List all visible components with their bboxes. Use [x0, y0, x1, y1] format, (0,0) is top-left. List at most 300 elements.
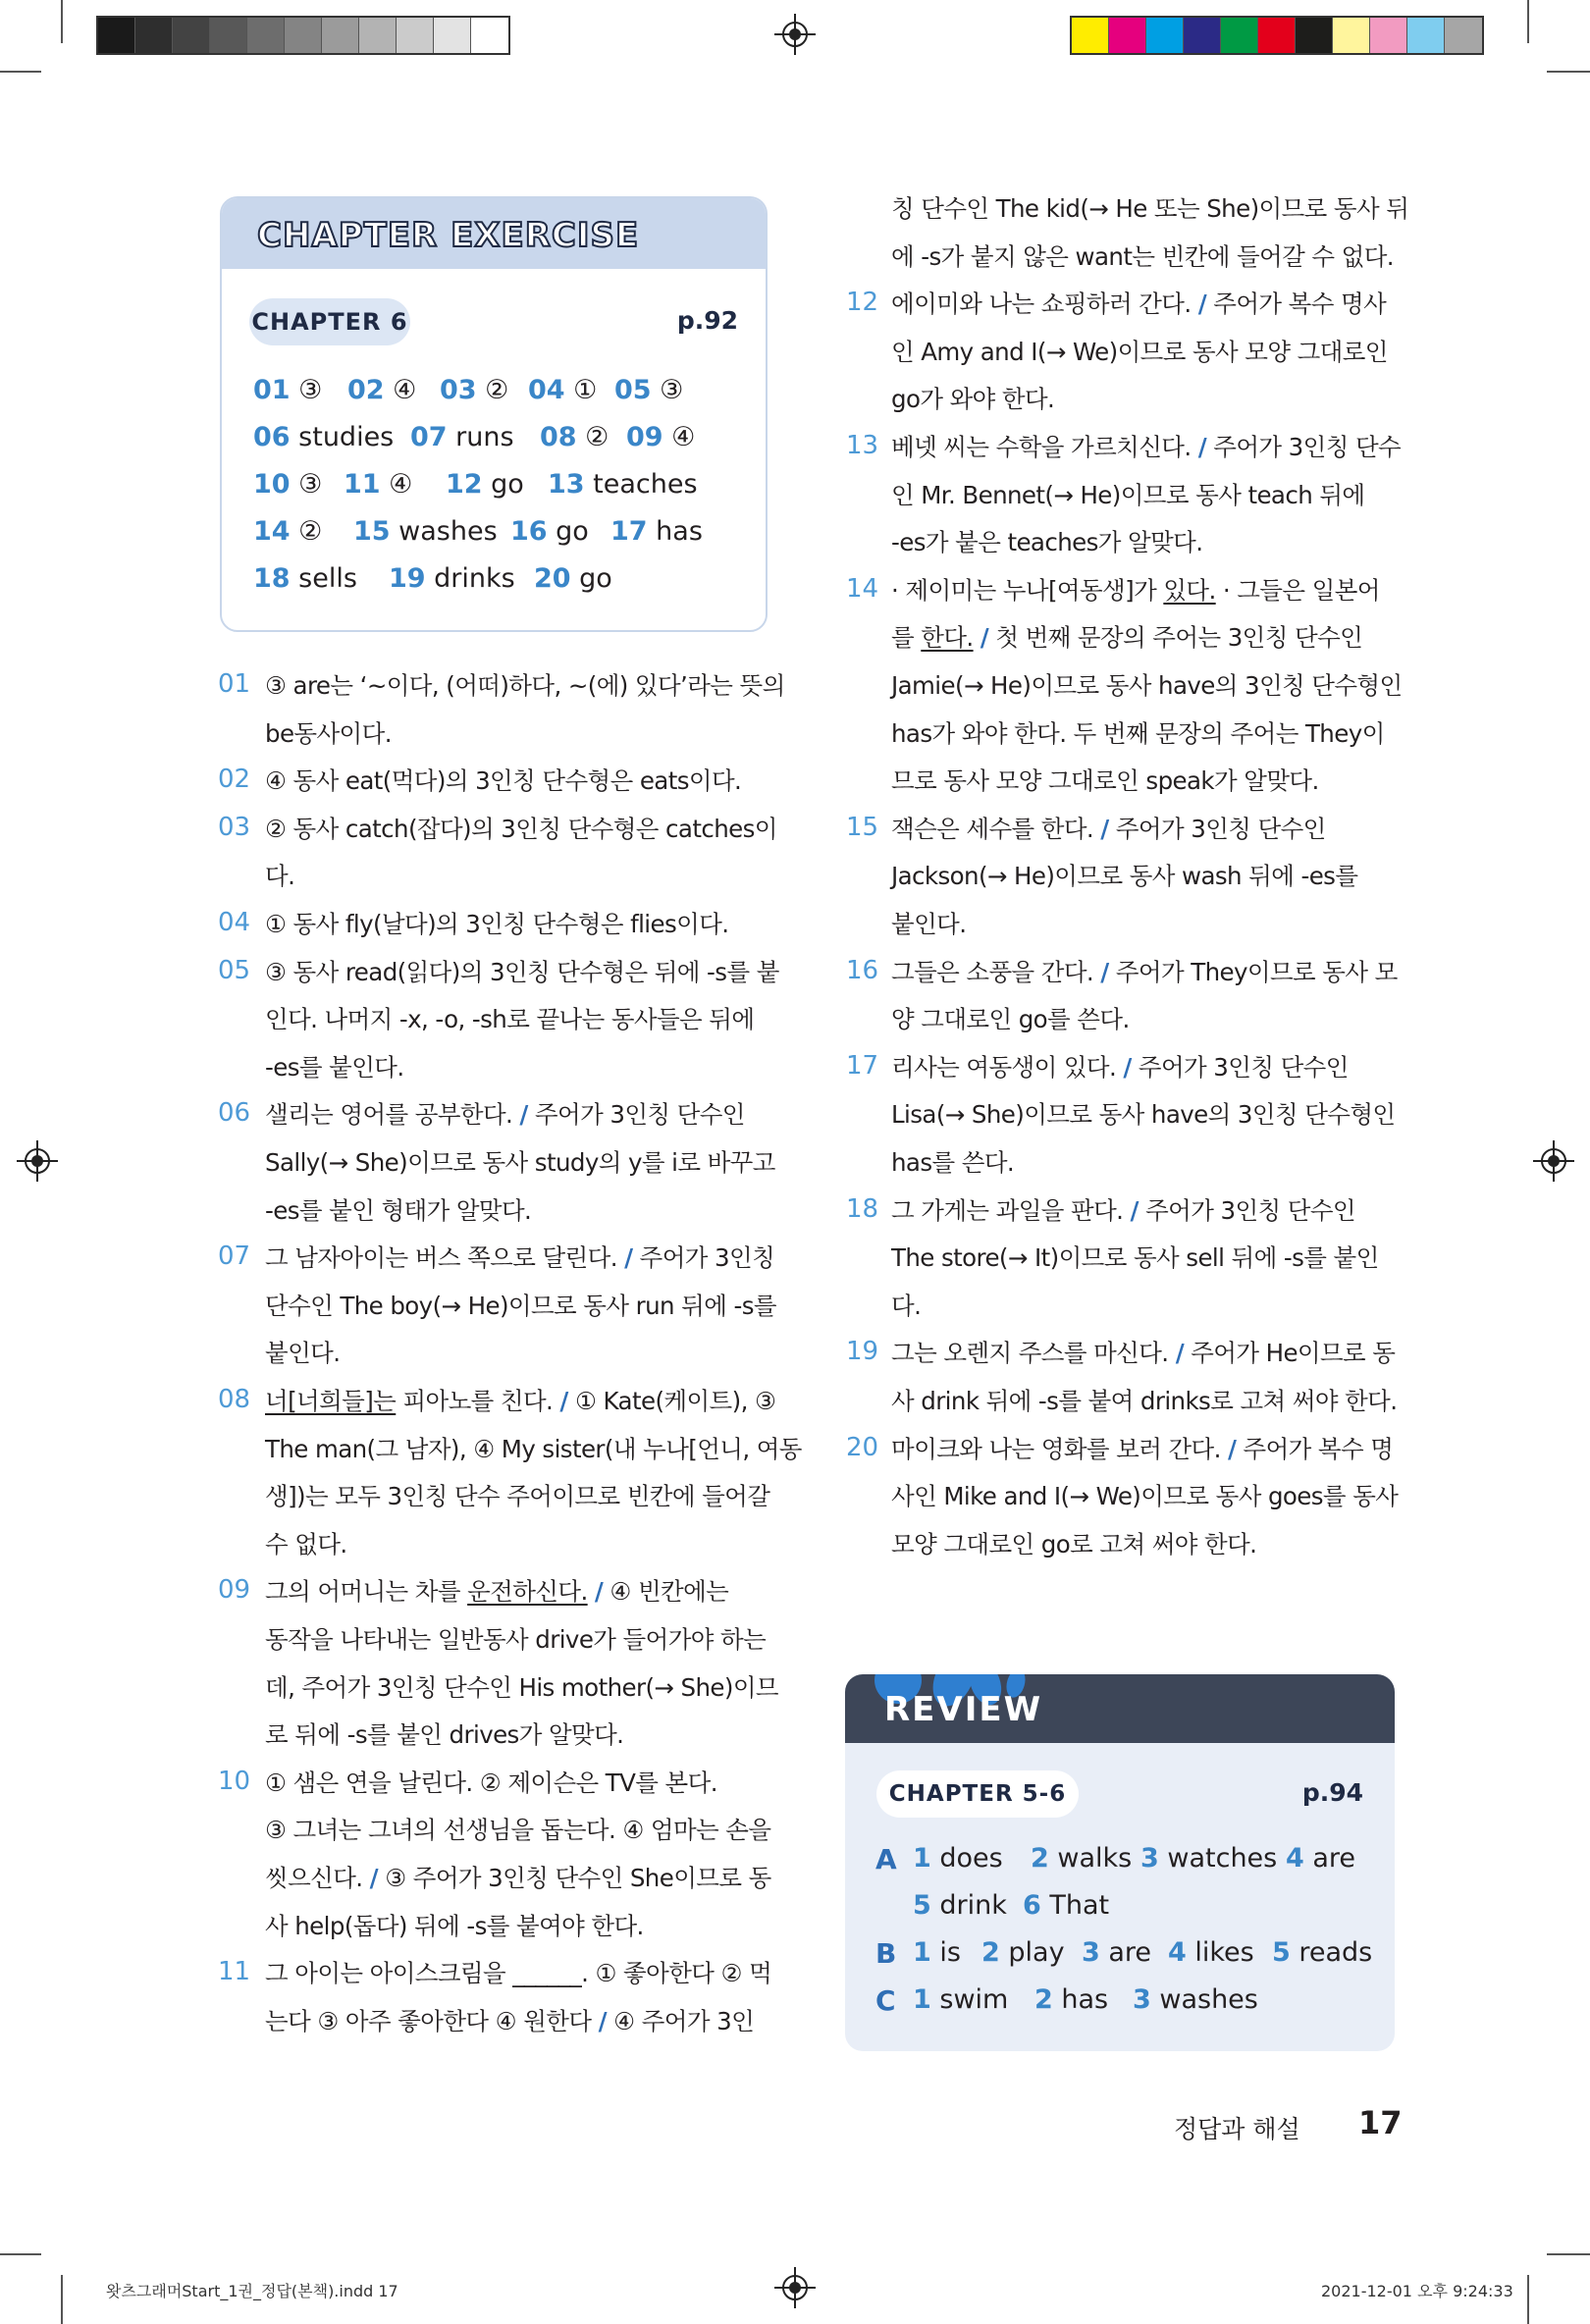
explanation-line — [265, 1621, 766, 1656]
answer-number: 05 — [614, 375, 652, 405]
text-run: 주어가 3인칭 단수 — [1206, 433, 1402, 461]
answer-number: 5 — [913, 1890, 931, 1921]
chapter-exercise-title: CHAPTER EXERCISE — [257, 216, 640, 255]
answer-value: swim — [930, 1984, 1009, 2015]
answer-number: 08 — [540, 422, 577, 452]
text-run: 칭 단수인 The kid(→ He 또는 She)이므로 동사 뒤 — [891, 194, 1409, 223]
answer-value: ② — [576, 422, 610, 452]
question-number: 19 — [846, 1337, 879, 1367]
answer-number: 01 — [253, 375, 291, 405]
explanation-line — [265, 1144, 775, 1179]
explanation-line — [891, 572, 1380, 607]
explanation-line — [265, 1860, 771, 1894]
explanation-line — [265, 954, 779, 988]
answer-number: 1 — [913, 1937, 931, 1968]
answer-value: is — [930, 1937, 961, 1968]
text-run — [588, 1577, 595, 1606]
explanation-line — [265, 763, 741, 797]
color-swatch — [1109, 18, 1146, 53]
crop-mark — [1547, 71, 1590, 73]
explanation-line — [265, 1765, 717, 1799]
print-timestamp: 2021-12-01 오후 9:24:33 — [1321, 2282, 1513, 2300]
color-swatch — [1407, 18, 1445, 53]
registration-mark-right-icon — [1541, 1148, 1566, 1174]
print-file-name: 왓츠그래머Start_1권_정답(본책).indd 17 — [106, 2282, 398, 2300]
text-run: 베넷 씨는 수학을 가르치신다. — [891, 433, 1198, 461]
exercise-answer — [253, 422, 394, 452]
answer-number: 16 — [510, 516, 548, 547]
review-answer — [913, 1984, 1008, 2015]
registration-mark-top-icon — [782, 22, 808, 47]
explanation-line — [891, 1144, 1014, 1179]
color-swatch — [285, 18, 322, 53]
answer-value: ③ — [290, 375, 323, 405]
answer-value: ② — [476, 375, 509, 405]
explanation-line — [265, 1335, 340, 1369]
text-run: Lisa(→ She)이므로 동사 have의 3인칭 단수형인 — [891, 1100, 1396, 1130]
exercise-answer — [347, 375, 416, 405]
question-number: 14 — [846, 573, 879, 604]
explanation-line — [891, 1383, 1397, 1417]
color-swatch — [471, 18, 508, 53]
text-run: -es를 붙인다. — [265, 1052, 404, 1082]
answer-value: ④ — [380, 469, 413, 500]
text-run: has를 쓴다. — [891, 1148, 1015, 1177]
question-number: 01 — [218, 669, 251, 699]
exercise-answer — [344, 469, 412, 500]
text-run: 다. — [265, 862, 295, 891]
answer-number: 4 — [1286, 1843, 1304, 1874]
explanation-line — [891, 667, 1403, 702]
answer-value: does — [930, 1843, 1003, 1874]
exercise-answer — [446, 469, 524, 500]
text-run: ④ 동사 eat(먹다)의 3인칭 단수형은 eats이다. — [265, 766, 742, 796]
page-reference: p.92 — [676, 306, 738, 335]
explanation-line — [265, 1669, 778, 1704]
explanation-line — [891, 763, 1319, 797]
answer-number: 18 — [253, 563, 291, 594]
color-swatch — [1072, 18, 1109, 53]
question-number: 13 — [846, 431, 879, 460]
explanation-line — [891, 381, 1054, 415]
answer-value: go — [570, 563, 612, 594]
answer-number: 13 — [548, 469, 585, 500]
explanation-line — [891, 811, 1326, 845]
explanation-line — [891, 1192, 1355, 1227]
explanation-line — [265, 1096, 745, 1131]
question-number: 16 — [846, 955, 879, 985]
question-number: 03 — [218, 812, 251, 842]
exercise-answer — [253, 375, 322, 405]
text-run: 수 없다. — [265, 1529, 347, 1558]
answer-number: 10 — [253, 469, 291, 500]
explanation-line — [265, 1192, 531, 1227]
review-header — [845, 1674, 1395, 1743]
color-swatch — [1146, 18, 1184, 53]
text-run — [974, 623, 980, 652]
answer-value: go — [547, 516, 589, 547]
exercise-answer — [253, 516, 322, 547]
review-section-letter: C — [875, 1984, 896, 2017]
separator-slash: / — [1100, 814, 1109, 843]
color-swatch — [359, 18, 397, 53]
review-answer — [913, 1890, 1007, 1921]
text-run: 사 drink 뒤에 -s를 붙여 drinks로 고쳐 써야 한다. — [891, 1387, 1398, 1415]
review-answer — [1023, 1890, 1109, 1921]
text-run: has가 와야 한다. 두 번째 문장의 주어는 They이 — [891, 718, 1385, 748]
explanation-line — [891, 1288, 921, 1322]
color-swatch — [98, 18, 135, 53]
text-run: 단수인 The boy(→ He)이므로 동사 run 뒤에 -s를 — [265, 1291, 776, 1320]
exercise-answer — [540, 422, 609, 452]
text-run: 므로 동사 모양 그대로인 speak가 알맞다. — [891, 766, 1319, 796]
color-swatch — [1445, 18, 1482, 53]
answer-value: That — [1040, 1890, 1110, 1921]
explanation-line — [891, 858, 1357, 892]
text-run: The man(그 남자), ④ My sister(내 누나[언니, 여동 — [265, 1434, 802, 1463]
answer-number: 11 — [344, 469, 381, 500]
text-run: 주어가 복수 명 — [1236, 1434, 1394, 1463]
underlined-text: 너[너희들]는 — [265, 1387, 397, 1415]
text-run: 사 help(돕다) 뒤에 -s를 붙여야 한다. — [265, 1911, 644, 1940]
answer-value: ③ — [651, 375, 684, 405]
color-swatch — [1333, 18, 1370, 53]
review-answer — [981, 1937, 1065, 1968]
explanation-line — [891, 715, 1385, 750]
answer-value: runs — [447, 422, 514, 452]
review-answer — [1133, 1984, 1258, 2015]
text-run: ④ 빈칸에는 — [603, 1577, 729, 1607]
explanation-line — [265, 715, 392, 750]
color-swatch — [322, 18, 359, 53]
explanation-line — [265, 858, 294, 892]
text-run: ① 동사 fly(날다)의 3인칭 단수형은 flies이다. — [265, 910, 729, 938]
answer-value: studies — [290, 422, 395, 452]
explanation-line — [891, 477, 1364, 511]
answer-value: are — [1099, 1937, 1152, 1968]
color-swatch — [1184, 18, 1221, 53]
crop-mark — [0, 2253, 41, 2255]
text-run: 데, 주어가 3인칭 단수인 His mother(→ She)이므 — [265, 1672, 778, 1702]
crop-mark — [1547, 2253, 1590, 2255]
answer-number: 17 — [610, 516, 648, 547]
explanation-line — [265, 1526, 347, 1560]
text-run: 인 Mr. Bennet(→ He)이므로 동사 teach 뒤에 — [891, 480, 1365, 509]
crop-mark — [61, 0, 63, 43]
color-swatch — [397, 18, 434, 53]
color-swatch — [1221, 18, 1258, 53]
text-run: 다. — [891, 1291, 922, 1320]
answer-number: 19 — [389, 563, 426, 594]
text-run: 그 남자아이는 버스 쪽으로 달린다. — [265, 1243, 625, 1273]
text-run: 주어가 3인칭 단수인 — [1138, 1195, 1355, 1225]
explanation-line — [265, 1288, 776, 1322]
answer-value: has — [647, 516, 703, 547]
answer-number: 2 — [1031, 1843, 1049, 1874]
text-run: 씻으신다. — [265, 1864, 370, 1892]
text-run: 사인 Mike and I(→ We)이므로 동사 goes를 동사 — [891, 1482, 1399, 1511]
text-run: 생])는 모두 3인칭 단수 주어이므로 빈칸에 들어갈 — [265, 1482, 770, 1511]
explanation-line — [265, 1812, 770, 1846]
separator-slash: / — [559, 1387, 568, 1415]
text-run: 주어가 3인칭 단수인 — [1131, 1052, 1349, 1082]
answer-value: likes — [1186, 1937, 1254, 1968]
explanation-line — [265, 1001, 754, 1035]
question-number: 12 — [846, 288, 879, 318]
explanation-line — [891, 1240, 1379, 1274]
answer-value: drinks — [425, 563, 515, 594]
explanation-line — [891, 1431, 1393, 1465]
question-number: 07 — [218, 1241, 251, 1272]
color-swatch — [210, 18, 247, 53]
text-run: 그들은 소풍을 간다. — [891, 957, 1101, 986]
explanation-line — [265, 1383, 775, 1417]
answer-number: 07 — [410, 422, 448, 452]
explanation-line — [891, 524, 1202, 558]
separator-slash: / — [598, 2006, 607, 2035]
explanation-line — [891, 619, 1362, 654]
review-answer — [1168, 1937, 1254, 1968]
explanation-line — [891, 1096, 1395, 1131]
text-run: 그의 어머니는 차를 — [265, 1577, 468, 1607]
text-run: 그는 오렌지 주스를 마신다. — [891, 1339, 1176, 1368]
separator-slash: / — [1130, 1195, 1139, 1225]
answer-value: are — [1303, 1843, 1356, 1874]
color-swatch — [1370, 18, 1407, 53]
explanation-line — [265, 906, 728, 940]
explanation-line — [891, 1526, 1256, 1560]
explanation-line — [265, 1478, 769, 1512]
underlined-text: 운전하신다. — [467, 1577, 588, 1607]
exercise-answer — [534, 563, 612, 594]
chapter-exercise-header — [222, 198, 766, 269]
text-run: ① Kate(케이트), ③ — [567, 1387, 776, 1415]
text-run: ① 샘은 연을 날린다. ② 제이슨은 TV를 본다. — [265, 1768, 717, 1797]
text-run: 주어가 He이므로 동 — [1184, 1339, 1396, 1368]
explanation-line — [265, 1908, 644, 1942]
text-run: go가 와야 한다. — [891, 385, 1055, 414]
exercise-answer — [353, 516, 498, 547]
text-run: 리사는 여동생이 있다. — [891, 1052, 1124, 1082]
review-page-reference: p.94 — [1301, 1778, 1363, 1807]
explanation-line — [891, 190, 1408, 225]
page-number: 17 — [1358, 2104, 1403, 2141]
explanation-line — [265, 1049, 404, 1083]
answer-value: washes — [390, 516, 498, 547]
answer-number: 14 — [253, 516, 291, 547]
question-number: 09 — [218, 1575, 251, 1606]
question-number: 04 — [218, 908, 251, 937]
question-number: 05 — [218, 955, 251, 985]
text-run: -es가 붙은 teaches가 알맞다. — [891, 528, 1203, 557]
question-number: 06 — [218, 1098, 251, 1129]
text-run: 주어가 3인칭 단수인 — [1108, 814, 1326, 843]
color-swatch — [173, 18, 210, 53]
text-run: 그 가게는 과일을 판다. — [891, 1195, 1131, 1225]
exercise-answer — [440, 375, 508, 405]
text-run: ④ 주어가 3인 — [606, 2006, 755, 2035]
explanation-line — [891, 334, 1388, 368]
explanation-line — [265, 1240, 774, 1274]
text-run: 는다 ③ 아주 좋아한다 ④ 원한다 — [265, 2006, 599, 2035]
review-section-letter: A — [875, 1843, 897, 1875]
explanation-line — [265, 667, 785, 702]
answer-number: 04 — [528, 375, 565, 405]
text-run: 주어가 복수 명사 — [1206, 290, 1387, 319]
review-box — [845, 1674, 1395, 2051]
chapter-label: CHAPTER 6 — [249, 298, 410, 345]
answer-value: sells — [290, 563, 357, 594]
explanation-line — [891, 429, 1401, 463]
review-answer — [1034, 1984, 1108, 2015]
text-run: 샐리는 영어를 공부한다. — [265, 1100, 520, 1130]
answer-number: 2 — [1034, 1984, 1053, 2015]
text-run: 주어가 3인칭 단수인 — [527, 1100, 745, 1130]
answer-number: 06 — [253, 422, 291, 452]
text-run: 마이크와 나는 영화를 보러 간다. — [891, 1434, 1228, 1463]
crop-mark — [1527, 0, 1529, 43]
question-number: 18 — [846, 1193, 879, 1224]
separator-slash: / — [624, 1243, 633, 1273]
answer-value: ④ — [662, 422, 696, 452]
process-color-bar — [1070, 16, 1484, 55]
text-run: 에 -s가 붙지 않은 want는 빈칸에 들어갈 수 없다. — [891, 241, 1394, 271]
separator-slash: / — [519, 1100, 528, 1130]
explanation-line — [891, 286, 1386, 320]
review-answer — [1082, 1937, 1151, 1968]
text-run: 첫 번째 문장의 주어는 3인칭 단수인 — [988, 623, 1363, 653]
answer-number: 1 — [913, 1843, 931, 1874]
text-run: 주어가 3인칭 — [632, 1243, 775, 1273]
answer-value: play — [999, 1937, 1065, 1968]
explanation-line — [891, 906, 966, 940]
question-number: 15 — [846, 812, 879, 842]
explanation-line — [891, 1335, 1395, 1369]
review-chapter-label: CHAPTER 5-6 — [876, 1770, 1079, 1818]
text-run: 인다. 나머지 -x, -o, -sh로 끝나는 동사들은 뒤에 — [265, 1005, 755, 1034]
answer-value: ④ — [384, 375, 417, 405]
text-run: 동작을 나타내는 일반동사 drive가 들어가야 하는 — [265, 1625, 767, 1654]
answer-value: ③ — [290, 469, 323, 500]
registration-mark-bottom-icon — [782, 2275, 808, 2300]
answer-number: 3 — [1140, 1843, 1159, 1874]
exercise-answer — [410, 422, 514, 452]
answer-value: go — [482, 469, 524, 500]
answer-value: watches — [1158, 1843, 1278, 1874]
text-run: 를 — [891, 623, 922, 653]
answer-number: 4 — [1168, 1937, 1187, 1968]
answer-number: 5 — [1272, 1937, 1291, 1968]
answer-value: has — [1052, 1984, 1109, 2015]
text-run: 붙인다. — [891, 910, 967, 938]
answer-value: washes — [1150, 1984, 1258, 2015]
answer-value: teaches — [584, 469, 698, 500]
explanation-line — [265, 1717, 623, 1751]
separator-slash: / — [1197, 290, 1207, 319]
explanation-line — [891, 238, 1394, 273]
explanation-line — [891, 1001, 1130, 1035]
answer-number: 3 — [1082, 1937, 1100, 1968]
separator-slash: / — [1197, 433, 1207, 461]
text-run: be동사이다. — [265, 718, 392, 748]
separator-slash: / — [1100, 957, 1109, 986]
explanation-line — [265, 811, 777, 845]
answer-number: 02 — [347, 375, 385, 405]
answer-value: walks — [1048, 1843, 1133, 1874]
question-number: 17 — [846, 1050, 879, 1081]
answer-value: ② — [290, 516, 323, 547]
answer-number: 09 — [626, 422, 663, 452]
crop-mark — [1527, 2275, 1529, 2324]
text-run: 모양 그대로인 go로 고쳐 써야 한다. — [891, 1529, 1257, 1558]
text-run: 주어가 They이므로 동사 모 — [1108, 957, 1398, 986]
grayscale-color-bar — [96, 16, 510, 55]
text-run: ③ 그녀는 그녀의 선생님을 돕는다. ④ 엄마는 손을 — [265, 1816, 771, 1845]
text-run: 잭슨은 세수를 한다. — [891, 814, 1101, 843]
exercise-answer — [614, 375, 683, 405]
review-answer — [1272, 1937, 1372, 1968]
color-swatch — [247, 18, 285, 53]
question-number: 10 — [218, 1766, 251, 1796]
explanation-line — [265, 2003, 754, 2037]
text-run: 인 Amy and I(→ We)이므로 동사 모양 그대로인 — [891, 337, 1388, 366]
crop-mark — [0, 71, 41, 73]
underlined-text: 한다. — [921, 623, 974, 653]
review-answer — [1031, 1843, 1132, 1874]
text-run: 로 뒤에 -s를 붙인 drives가 알맞다. — [265, 1720, 624, 1750]
exercise-answer — [253, 469, 322, 500]
review-answer — [1140, 1843, 1277, 1874]
crop-mark — [61, 2275, 63, 2324]
exercise-answer — [626, 422, 695, 452]
exercise-answer — [389, 563, 515, 594]
review-answer — [1286, 1843, 1355, 1874]
text-run: 양 그대로인 go를 쓴다. — [891, 1005, 1130, 1034]
review-title: REVIEW — [884, 1690, 1043, 1729]
text-run: · 그들은 일본어 — [1215, 575, 1380, 605]
review-section-letter: B — [875, 1937, 897, 1970]
question-number: 20 — [846, 1432, 879, 1462]
color-swatch — [135, 18, 173, 53]
chapter-exercise-box — [220, 196, 768, 632]
color-swatch — [1258, 18, 1296, 53]
registration-mark-left-icon — [25, 1148, 50, 1174]
answer-number: 1 — [913, 1984, 931, 2015]
explanation-line — [891, 1478, 1398, 1512]
answer-value: ① — [564, 375, 598, 405]
text-run: · 제이미는 누나[여동생]가 — [891, 575, 1164, 605]
text-run: Jamie(→ He)이므로 동사 have의 3인칭 단수형인 — [891, 671, 1403, 700]
separator-slash: / — [369, 1864, 379, 1892]
answer-number: 2 — [981, 1937, 1000, 1968]
question-number: 02 — [218, 765, 251, 795]
text-run: ③ 주어가 3인칭 단수인 She이므로 동 — [378, 1864, 771, 1892]
answer-number: 15 — [353, 516, 391, 547]
separator-slash: / — [594, 1577, 604, 1607]
explanation-line — [891, 954, 1398, 988]
question-number: 11 — [218, 1957, 251, 1987]
underlined-text: 있다. — [1163, 575, 1216, 605]
exercise-answer — [528, 375, 597, 405]
text-run: The store(→ It)이므로 동사 sell 뒤에 -s를 붙인 — [891, 1243, 1379, 1273]
text-run: 그 아이는 아이스크림을 ______. ① 좋아한다 ② 먹 — [265, 1959, 772, 1988]
section-label: 정답과 해설 — [1174, 2115, 1300, 2143]
exercise-answer — [610, 516, 703, 547]
separator-slash: / — [1228, 1434, 1237, 1463]
answer-number: 03 — [440, 375, 477, 405]
text-run: ③ are는 ‘~이다, (어떠)하다, ~(에) 있다’라는 뜻의 — [265, 671, 785, 700]
text-run: 피아노를 친다. — [396, 1387, 560, 1415]
